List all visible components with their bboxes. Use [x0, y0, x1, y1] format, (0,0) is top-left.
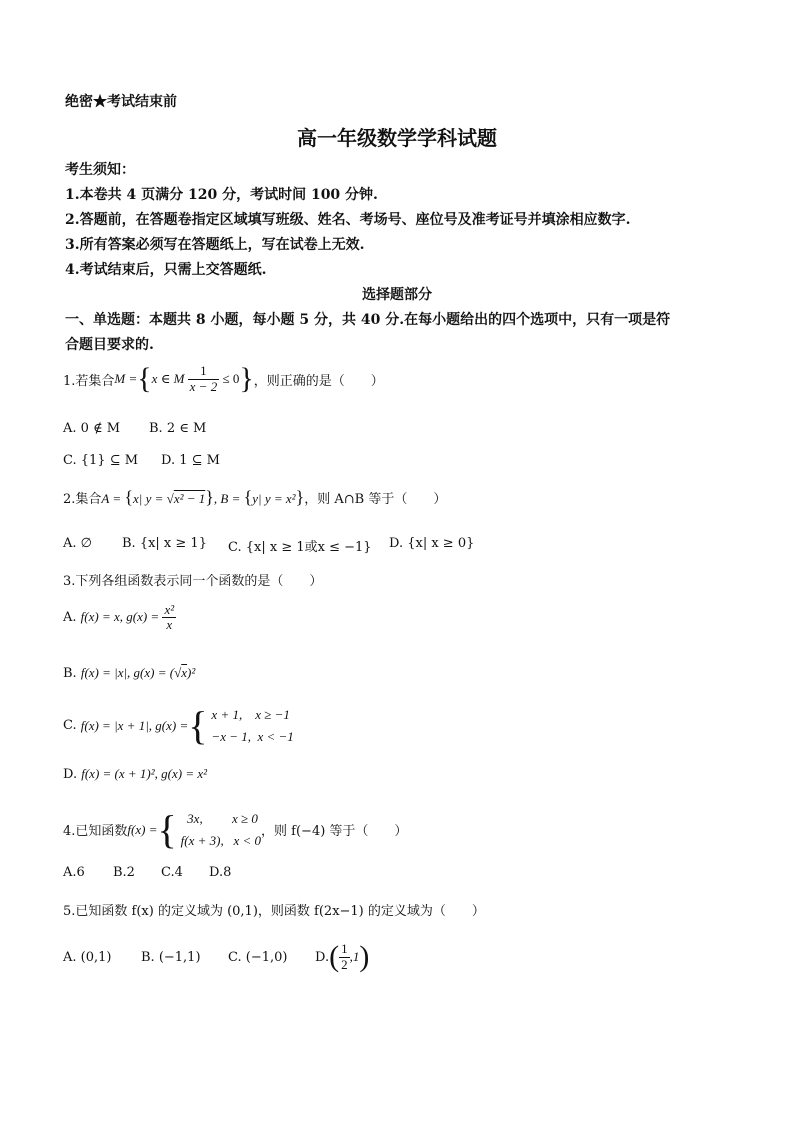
- q4-prefix: 4.已知函数: [63, 824, 128, 839]
- notice-item-1: 1.本卷共 4 页满分 120 分，考试时间 100 分钟.: [65, 187, 378, 203]
- notice-item-3: 3.所有答案必须写在答题纸上，写在试卷上无效.: [65, 237, 365, 253]
- q2-set-formula: A = {x| y = √x² − 1}, B = {y| y = x²}: [101, 487, 305, 507]
- q4-suffix: ，则 f(−4) 等于（ ）: [261, 824, 408, 839]
- notice-item-4: 4.考试结束后，只需上交答题纸.: [65, 262, 267, 278]
- q2-option-a: A. ∅: [63, 536, 92, 551]
- section-name: 选择题部分: [362, 287, 432, 303]
- q1-option-b: B. 2 ∈ M: [149, 421, 207, 436]
- q4-option-d: D.8: [209, 865, 232, 880]
- q2-option-b: B. {x| x ≥ 1}: [122, 536, 207, 551]
- q2-prefix: 2.集合: [63, 492, 102, 507]
- q2-suffix: ，则 A∩B 等于（ ）: [304, 492, 447, 507]
- q5-option-a: A. (0,1): [63, 950, 112, 965]
- q4-formula: f(x) = { 3x, x ≥ 0 f(x + 3), x < 0: [127, 807, 262, 852]
- q3-a-formula: f(x) = x, g(x) = $\frac{\text{x²}}{x}$: [80, 602, 175, 633]
- q3-option-a: [63, 603, 176, 633]
- q5-option-d: [315, 940, 369, 974]
- q3-option-d: [63, 766, 207, 782]
- q3-c-label: C.: [63, 718, 77, 733]
- secret-label: 绝密★考试结束前: [65, 94, 177, 110]
- question-5-stem: 5.已知函数 f(x) 的定义域为 (0,1)，则函数 f(2x−1) 的定义域为（ ）: [63, 904, 485, 919]
- question-3-stem: 3.下列各组函数表示同一个函数的是（ ）: [63, 574, 323, 589]
- q5-option-c: C. (−1,0): [228, 950, 288, 965]
- q5-d-formula: ( $\frac{1}{2}$ ,1 ): [329, 940, 370, 973]
- q1-option-a: A. 0 ∉ M: [63, 421, 121, 436]
- q3-b-formula: f(x) = |x|, g(x) = (√x)²: [80, 665, 196, 680]
- notice-item-2: 2.答题前，在答题卷指定区域填写班级、姓名、考场号、座位号及准考证号并填涂相应数字.: [65, 212, 631, 228]
- q3-option-c: [63, 702, 294, 749]
- q3-b-label: B.: [63, 665, 77, 681]
- q4-option-a: A.6: [63, 865, 85, 880]
- q4-option-b: B.2: [113, 865, 135, 880]
- q3-c-formula: f(x) = |x + 1|, g(x) = { x + 1, x ≥ −1 −x − 1, x < −1: [80, 703, 294, 748]
- q1-option-c: C. {1} ⊆ M: [63, 453, 139, 468]
- question-4: [63, 806, 407, 853]
- q1-option-d: D. 1 ⊆ M: [161, 453, 220, 468]
- q4-option-c: C.4: [161, 865, 183, 880]
- q3-d-formula: f(x) = (x + 1)², g(x) = x²: [81, 766, 208, 781]
- q2-option-d: D. {x| x ≥ 0}: [389, 536, 475, 551]
- page-title: 高一年级数学学科试题: [297, 126, 497, 150]
- section-instructions-1: 一、单选题：本题共 8 小题，每小题 5 分，共 40 分.在每小题给出的四个选项中，只有一项是符: [65, 312, 671, 328]
- q2-option-c: C. {x| x ≥ 1或x ≤ −1}: [228, 540, 372, 555]
- question-2: [63, 487, 446, 508]
- q5-option-b: B. (−1,1): [141, 950, 201, 965]
- question-1: [63, 362, 384, 396]
- q1-prefix: 1.若集合: [63, 373, 115, 389]
- q1-suffix: ，则正确的是（ ）: [253, 373, 384, 389]
- q1-set-formula: M = { x ∈ M $\frac{1}{x - 2}$ ≤ 0 }: [114, 362, 254, 395]
- q3-a-label: A.: [63, 610, 77, 626]
- section-instructions-2: 合题目要求的.: [65, 337, 154, 353]
- q3-d-label: D.: [63, 766, 78, 782]
- q5-d-label: D.: [315, 949, 330, 965]
- q3-option-b: [63, 665, 195, 681]
- notice-heading: 考生须知：: [65, 162, 135, 178]
